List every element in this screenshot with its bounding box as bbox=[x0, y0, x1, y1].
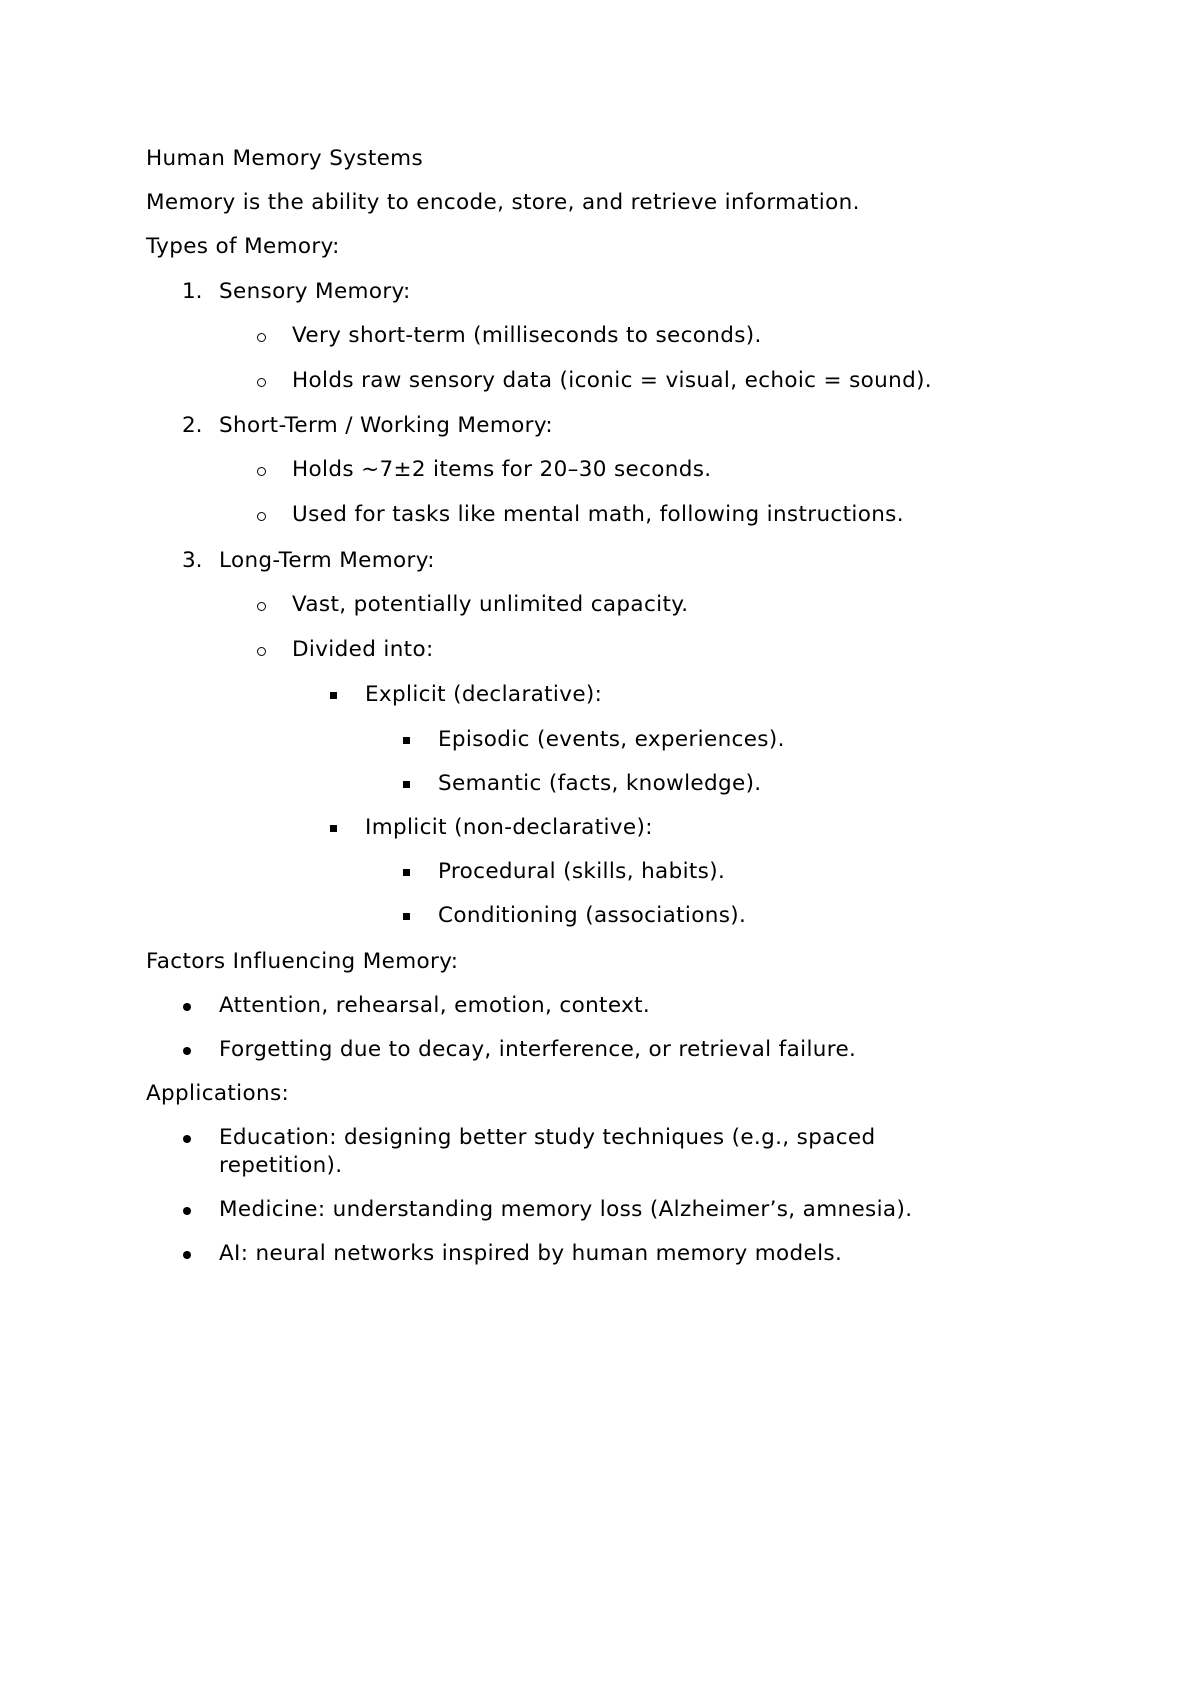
list-number: 1. bbox=[182, 279, 203, 304]
square-bullet-icon bbox=[403, 737, 410, 744]
list-item: Forgetting due to decay, interference, or retrieval failure. bbox=[219, 1037, 857, 1062]
list-item-continuation: repetition). bbox=[219, 1153, 343, 1178]
type-short-term-label: Short-Term / Working Memory: bbox=[219, 413, 553, 438]
list-item: Semantic (facts, knowledge). bbox=[438, 771, 762, 796]
type-sensory-label: Sensory Memory: bbox=[219, 279, 411, 304]
hollow-bullet-icon bbox=[257, 602, 266, 611]
explicit-label: Explicit (declarative): bbox=[365, 682, 603, 707]
hollow-bullet-icon bbox=[257, 378, 266, 387]
list-number: 3. bbox=[182, 548, 203, 573]
list-item: Medicine: understanding memory loss (Alzheimer’s, amnesia). bbox=[219, 1197, 913, 1222]
square-bullet-icon bbox=[403, 869, 410, 876]
bullet-icon bbox=[183, 1003, 191, 1011]
bullet-icon bbox=[183, 1207, 191, 1215]
intro-paragraph: Memory is the ability to encode, store, and retrieve information. bbox=[146, 190, 860, 215]
list-item: Vast, potentially unlimited capacity. bbox=[292, 592, 689, 617]
list-item: Attention, rehearsal, emotion, context. bbox=[219, 993, 651, 1018]
hollow-bullet-icon bbox=[257, 647, 266, 656]
hollow-bullet-icon bbox=[257, 333, 266, 342]
square-bullet-icon bbox=[330, 692, 337, 699]
types-heading: Types of Memory: bbox=[146, 234, 340, 259]
factors-heading: Factors Influencing Memory: bbox=[146, 949, 459, 974]
list-item: Divided into: bbox=[292, 637, 434, 662]
type-long-term-label: Long-Term Memory: bbox=[219, 548, 435, 573]
bullet-icon bbox=[183, 1047, 191, 1055]
hollow-bullet-icon bbox=[257, 512, 266, 521]
list-number: 2. bbox=[182, 413, 203, 438]
list-item: Used for tasks like mental math, following instructions. bbox=[292, 502, 904, 527]
bullet-icon bbox=[183, 1251, 191, 1259]
list-item: AI: neural networks inspired by human memory models. bbox=[219, 1241, 843, 1266]
applications-heading: Applications: bbox=[146, 1081, 290, 1106]
list-item: Education: designing better study techniques (e.g., spaced bbox=[219, 1125, 876, 1150]
list-item: Procedural (skills, habits). bbox=[438, 859, 726, 884]
list-item: Very short-term (milliseconds to seconds). bbox=[292, 323, 762, 348]
list-item: Conditioning (associations). bbox=[438, 903, 747, 928]
hollow-bullet-icon bbox=[257, 467, 266, 476]
bullet-icon bbox=[183, 1135, 191, 1143]
square-bullet-icon bbox=[403, 781, 410, 788]
list-item: Episodic (events, experiences). bbox=[438, 727, 785, 752]
square-bullet-icon bbox=[403, 913, 410, 920]
list-item: Holds raw sensory data (iconic = visual, echoic = sound). bbox=[292, 368, 932, 393]
square-bullet-icon bbox=[330, 825, 337, 832]
implicit-label: Implicit (non-declarative): bbox=[365, 815, 653, 840]
document-title: Human Memory Systems bbox=[146, 146, 424, 171]
list-item: Holds ~7±2 items for 20–30 seconds. bbox=[292, 457, 712, 482]
